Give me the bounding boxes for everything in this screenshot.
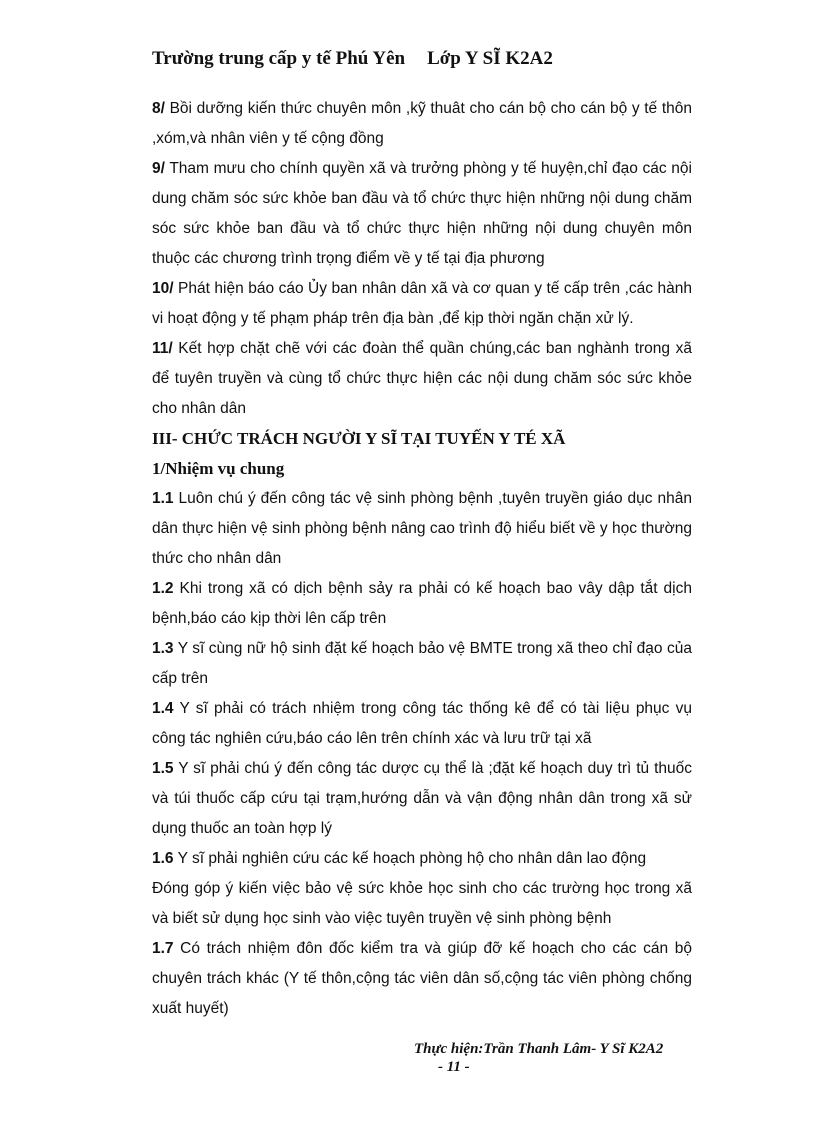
item-number: 9/ [152, 160, 165, 177]
duty-text: Luôn chú ý đến công tác vệ sinh phòng bệnh ,tuyên truyền giáo dục nhân dân thực hiện vệ sinh phòng bệnh nâng cao trình độ hiểu biết về y học thường thức cho nhân dân [152, 490, 692, 567]
list-item [152, 154, 692, 274]
duty-item [152, 574, 692, 634]
item-text: Bồi dưỡng kiến thức chuyên môn ,kỹ thuât cho cán bộ cho cán bộ y tế thôn ,xóm,và nhân viên y tế cộng đồng [152, 100, 692, 147]
duty-number: 1.1 [152, 490, 174, 507]
item-text: Tham mưu cho chính quyền xã và trưởng phòng y tế huyện,chỉ đạo các nội dung chăm sóc sức khỏe ban đầu và tổ chức thực hiện những nội dung chăm sóc sức khỏe ban đầu và tổ chức thực hiện những nội dung chuyên môn thuộc các chương trình trọng điểm về y tế tại địa phương [152, 160, 692, 267]
duty-item [152, 484, 692, 574]
duty-text: Có trách nhiệm đôn đốc kiểm tra và giúp đỡ kế hoạch cho các cán bộ chuyên trách khác (Y tế thôn,cộng tác viên dân số,cộng tác viên phòng chống xuất huyết) [152, 940, 692, 1017]
duty-item [152, 754, 692, 844]
school-name: Trường trung cấp y tế Phú Yên [152, 48, 406, 69]
duty-number: 1.4 [152, 700, 174, 717]
list-item [152, 94, 692, 154]
duty-text: Đóng góp ý kiến việc bảo vệ sức khỏe học sinh cho các trường học trong xã và biết sử dụng học sinh vào việc tuyên truyền vệ sinh phòng bệnh [152, 880, 692, 927]
page-number: - 11 - [438, 1059, 470, 1075]
section-title: III- CHỨC TRÁCH NGƯỜI Y SĨ TẠI TUYẾN Y TÉ XÃ [152, 429, 566, 448]
duty-text: Y sĩ phải nghiên cứu các kế hoạch phòng hộ cho nhân dân lao động [173, 850, 647, 867]
item-number: 10/ [152, 280, 174, 297]
page-header [152, 48, 553, 70]
subsection-title: 1/Nhiệm vụ chung [152, 459, 285, 478]
duty-item [152, 694, 692, 754]
duty-text: Y sĩ phải có trách nhiệm trong công tác thống kê để có tài liệu phục vụ công tác nghiên cứu,báo cáo lên trên chính xác và lưu trữ tại xã [152, 700, 692, 747]
duty-text: Khi trong xã có dịch bệnh sảy ra phải có kế hoạch bao vây dập tắt dịch bệnh,báo cáo kịp thời lên cấp trên [152, 580, 692, 627]
class-name: Lớp Y SĨ K2A2 [427, 48, 553, 69]
duty-number: 1.5 [152, 760, 174, 777]
duty-text: Y sĩ cùng nữ hộ sinh đặt kế hoạch bảo vệ BMTE trong xã theo chỉ đạo của cấp trên [152, 640, 692, 687]
item-text: Kết hợp chặt chẽ với các đoàn thể quần chúng,các ban nghành trong xã để tuyên truyền và cùng tổ chức thực hiện các nội dung chăm sóc sức khỏe cho nhân dân [152, 340, 692, 417]
duty-number: 1.3 [152, 640, 174, 657]
duty-number: 1.6 [152, 850, 174, 867]
duty-text: Y sĩ phải chú ý đến công tác dược cụ thể là ;đặt kế hoạch duy trì tủ thuốc và túi thuốc cấp cứu tại trạm,hướng dẫn và vận động nhân dân trong xã sử dụng thuốc an toàn hợp lý [152, 760, 692, 837]
footer-author: Thực hiện:Trần Thanh Lâm- Y Sĩ K2A2 [414, 1041, 664, 1057]
duty-number: 1.7 [152, 940, 174, 957]
duty-item [152, 934, 692, 1024]
item-number: 8/ [152, 100, 165, 117]
document-body [152, 94, 692, 1024]
duty-item [152, 634, 692, 694]
item-number: 11/ [152, 340, 173, 357]
duty-number: 1.2 [152, 580, 174, 597]
list-item [152, 334, 692, 424]
item-text: Phát hiện báo cáo Ủy ban nhân dân xã và cơ quan y tế cấp trên ,các hành vi hoạt động y tế phạm pháp trên địa bàn ,để kịp thời ngăn chặn xử lý. [152, 280, 692, 327]
duty-item [152, 844, 692, 874]
list-item [152, 274, 692, 334]
duty-item [152, 874, 692, 934]
